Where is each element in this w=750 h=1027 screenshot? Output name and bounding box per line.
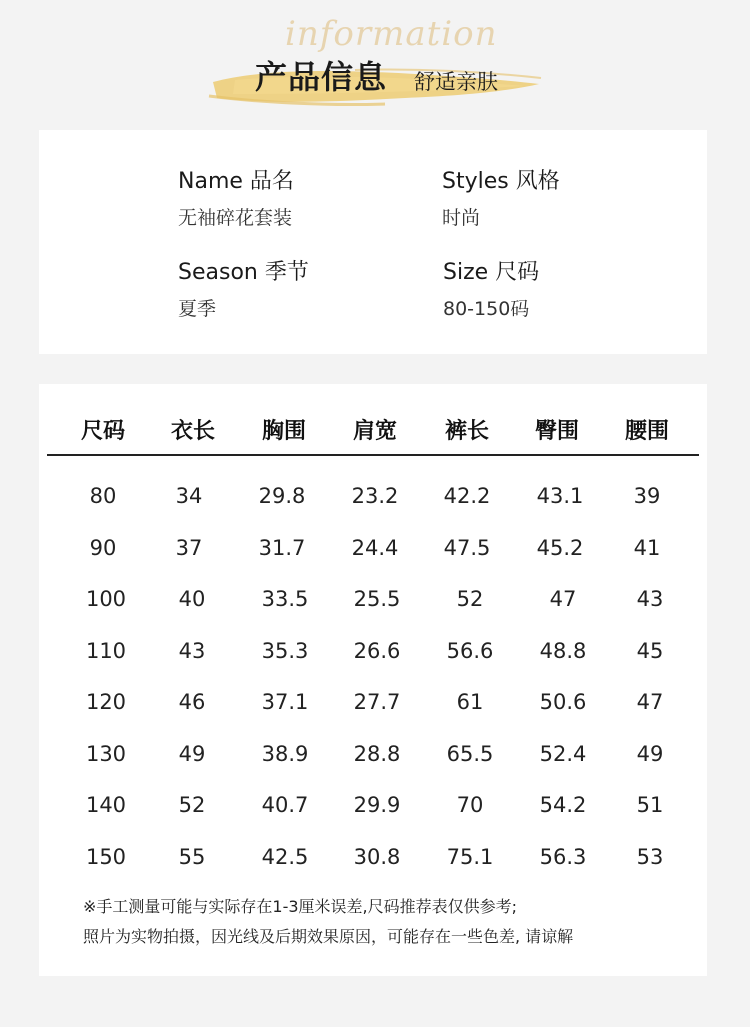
table-row [39, 845, 707, 897]
cell: 23.2 [351, 484, 399, 508]
info-styles [442, 164, 560, 230]
cell: 61 [456, 690, 484, 714]
cell: 40.7 [261, 793, 309, 817]
cell: 47 [636, 690, 664, 714]
info-name-value: 无袖碎花套装 [178, 207, 293, 229]
cell: 49 [178, 741, 206, 766]
table-row [39, 587, 707, 639]
cell: 37.1 [261, 690, 309, 714]
cell: 49 [636, 741, 664, 766]
cell: 100 [85, 587, 127, 611]
table-header-row [39, 414, 707, 454]
page-title: 产品信息 [255, 58, 388, 96]
info-styles-label: Styles 风格 [442, 169, 560, 194]
cell: 48.8 [539, 638, 587, 663]
cell: 25.5 [353, 587, 401, 611]
table-row [39, 484, 707, 536]
cell: 30.8 [353, 844, 401, 869]
cell: 34 [175, 484, 203, 508]
cell: 54.2 [539, 793, 587, 817]
table-row [39, 690, 707, 742]
cell: 41 [633, 535, 661, 560]
cell: 26.6 [353, 638, 401, 663]
script-watermark: information [285, 14, 498, 54]
cell: 51 [636, 793, 664, 817]
cell: 43.1 [536, 484, 584, 508]
cell: 31.7 [258, 535, 306, 560]
info-name-label: Name 品名 [178, 169, 294, 194]
cell: 150 [85, 844, 127, 869]
table-row [39, 742, 707, 794]
header-length: 衣长 [170, 419, 215, 444]
cell: 47.5 [443, 535, 491, 560]
cell: 37 [175, 535, 203, 560]
info-season [178, 255, 309, 321]
size-table-card [39, 384, 707, 976]
cell: 65.5 [446, 741, 494, 766]
table-row [39, 793, 707, 845]
header-hip: 臀围 [534, 419, 579, 444]
cell: 52 [178, 793, 206, 817]
cell: 43 [178, 638, 206, 663]
cell: 50.6 [539, 690, 587, 714]
cell: 52 [456, 587, 484, 611]
cell: 80 [89, 484, 117, 508]
cell: 29.9 [353, 793, 401, 817]
info-season-label: Season 季节 [178, 260, 309, 285]
cell: 75.1 [446, 844, 494, 869]
cell: 39 [633, 484, 661, 508]
cell: 53 [636, 844, 664, 869]
cell: 55 [178, 844, 206, 869]
info-styles-value: 时尚 [442, 207, 481, 229]
info-season-value: 夏季 [178, 298, 217, 320]
header-chest: 胸围 [261, 419, 306, 444]
cell: 110 [85, 638, 127, 663]
table-row [39, 536, 707, 588]
header-banner [0, 0, 750, 130]
info-size-label: Size 尺码 [443, 260, 540, 285]
cell: 140 [85, 793, 127, 817]
header-waist: 腰围 [624, 419, 669, 444]
cell: 35.3 [261, 638, 309, 663]
cell: 27.7 [353, 690, 401, 714]
header-shoulder: 肩宽 [352, 419, 397, 444]
table-row [39, 639, 707, 691]
cell: 46 [178, 690, 206, 714]
header-pants-length: 裤长 [444, 419, 489, 444]
cell: 90 [89, 535, 117, 560]
product-info-card [39, 130, 707, 354]
header-divider [47, 454, 699, 456]
cell: 42.5 [261, 844, 309, 869]
cell: 52.4 [539, 741, 587, 766]
page-subtitle: 舒适亲肤 [414, 70, 498, 94]
cell: 43 [636, 587, 664, 611]
note-measurement: ※手工测量可能与实际存在1-3厘米误差,尺码推荐表仅供参考; [83, 897, 518, 916]
info-name [178, 164, 294, 230]
info-size-value: 80-150码 [443, 298, 530, 320]
table-body [39, 484, 707, 896]
cell: 40 [178, 587, 206, 611]
cell: 47 [549, 587, 577, 611]
cell: 28.8 [353, 741, 401, 766]
header-size: 尺码 [80, 419, 125, 444]
cell: 24.4 [351, 535, 399, 560]
cell: 70 [456, 793, 484, 817]
cell: 38.9 [261, 741, 309, 766]
cell: 130 [85, 741, 127, 766]
cell: 56.6 [446, 638, 494, 663]
cell: 120 [85, 690, 127, 714]
cell: 33.5 [261, 587, 309, 611]
cell: 56.3 [539, 844, 587, 869]
info-size [443, 255, 539, 321]
cell: 42.2 [443, 484, 491, 508]
cell: 29.8 [258, 484, 306, 508]
cell: 45.2 [536, 535, 584, 560]
size-notes [83, 892, 703, 952]
cell: 45 [636, 638, 664, 663]
note-color: 照片为实物拍摄，因光线及后期效果原因，可能存在一些色差, 请谅解 [83, 927, 574, 946]
